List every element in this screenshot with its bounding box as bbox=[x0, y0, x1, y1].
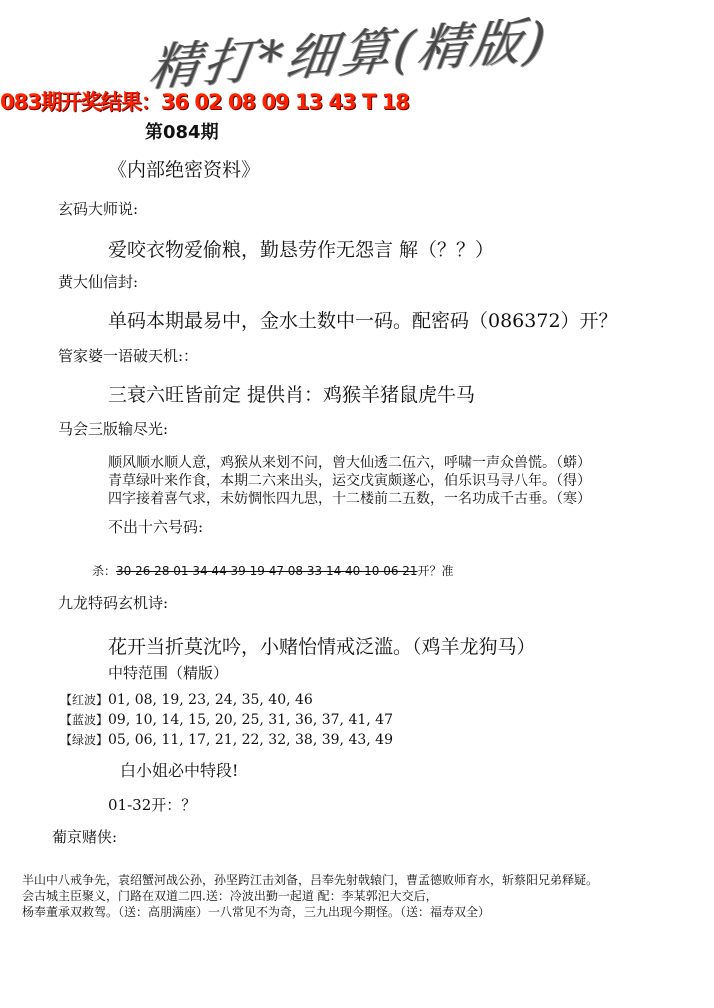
wave-numbers: 05, 06, 11, 17, 21, 22, 32, 38, 39, 43, 49 bbox=[108, 732, 393, 748]
wave-label: 【蓝波】 bbox=[60, 713, 109, 727]
kill-numbers: 30 26 28 01 34 44 39 19 47 08 33 14 40 10 06 21 bbox=[116, 564, 418, 578]
housekeeper-text: 三衰六旺皆前定 提供肖：鸡猴羊猪鼠虎牛马 bbox=[108, 384, 476, 406]
wave-label: 【红波】 bbox=[60, 693, 109, 707]
poem-line: 青草绿叶来作食，本期二六来出头，运交戊寅颇遂心，伯乐识马寻八年。（得） bbox=[108, 473, 591, 489]
envelope-label: 黄大仙信封: bbox=[58, 273, 139, 291]
poem-line: 四字接着喜气求，未妨惆怅四九思，十二楼前二五数，一名功成千古垂。（寒） bbox=[108, 491, 591, 507]
wave-numbers: 09, 10, 14, 15, 20, 25, 31, 36, 37, 41, 47 bbox=[108, 712, 393, 728]
kill-prefix: 杀： bbox=[92, 564, 117, 578]
kill-line bbox=[92, 562, 454, 579]
title-art: 精打*细算(精版) bbox=[145, 10, 554, 98]
envelope-text: 单码本期最易中，金水土数中一码。配密码（086372）开？ bbox=[108, 310, 618, 332]
master-label: 玄码大师说: bbox=[58, 200, 139, 218]
wave-label: 【绿波】 bbox=[60, 733, 109, 747]
footer-line: 杨奉董承双救驾。（送：高朋满座）一八常见不为奇，三九出现今期怪。（送：福寿双全） bbox=[22, 905, 491, 919]
gambler-label: 葡京赌侠: bbox=[52, 828, 118, 846]
nine-dragon-text: 花开当折莫沈吟，小赌怡情戒泛滥。（鸡羊龙狗马） bbox=[108, 636, 536, 658]
wave-row-red bbox=[60, 691, 313, 708]
not-out-label: 不出十六号码: bbox=[108, 518, 204, 536]
master-text: 爱咬衣物爱偷粮，勤恳劳作无怨言 解（？？） bbox=[108, 239, 495, 261]
macau-label: 马会三版输尽光: bbox=[58, 420, 169, 438]
issue-label: 第084期 bbox=[145, 122, 219, 143]
nine-dragon-label: 九龙特码玄机诗: bbox=[58, 594, 169, 612]
doc-title: 《内部绝密资料》 bbox=[108, 159, 261, 181]
kill-suffix: 开？准 bbox=[417, 564, 454, 578]
white-lady-text: 白小姐必中特段! bbox=[120, 761, 239, 780]
wave-numbers: 01, 08, 19, 23, 24, 35, 40, 46 bbox=[108, 692, 313, 708]
range-open-text: 01-32开：？ bbox=[108, 796, 197, 814]
wave-row-blue bbox=[60, 711, 393, 728]
wave-row-green bbox=[60, 731, 393, 748]
result-line: 083期开奖结果：36 02 08 09 13 43 T 18 bbox=[0, 90, 409, 114]
poem-line: 顺风顺水顺人意，鸡猴从来划不问，曾大仙透二伍六，呼啸一声众兽慌。（蟒） bbox=[108, 455, 591, 471]
footer-line: 会古城主臣聚义，门路在双道二四.送：冷波出勤一起道 配：李某郭汜大交后， bbox=[22, 889, 438, 903]
footer-line: 半山中八戒争先，袁绍蟹河战公孙，孙坚跨江击刘备，吕奉先射戟辕门，曹孟德败师育水，斩蔡阳兄弟释疑。 bbox=[22, 873, 599, 887]
housekeeper-label: 管家婆一语破天机:： bbox=[58, 347, 199, 365]
range-label: 中特范围（精版） bbox=[108, 664, 229, 682]
